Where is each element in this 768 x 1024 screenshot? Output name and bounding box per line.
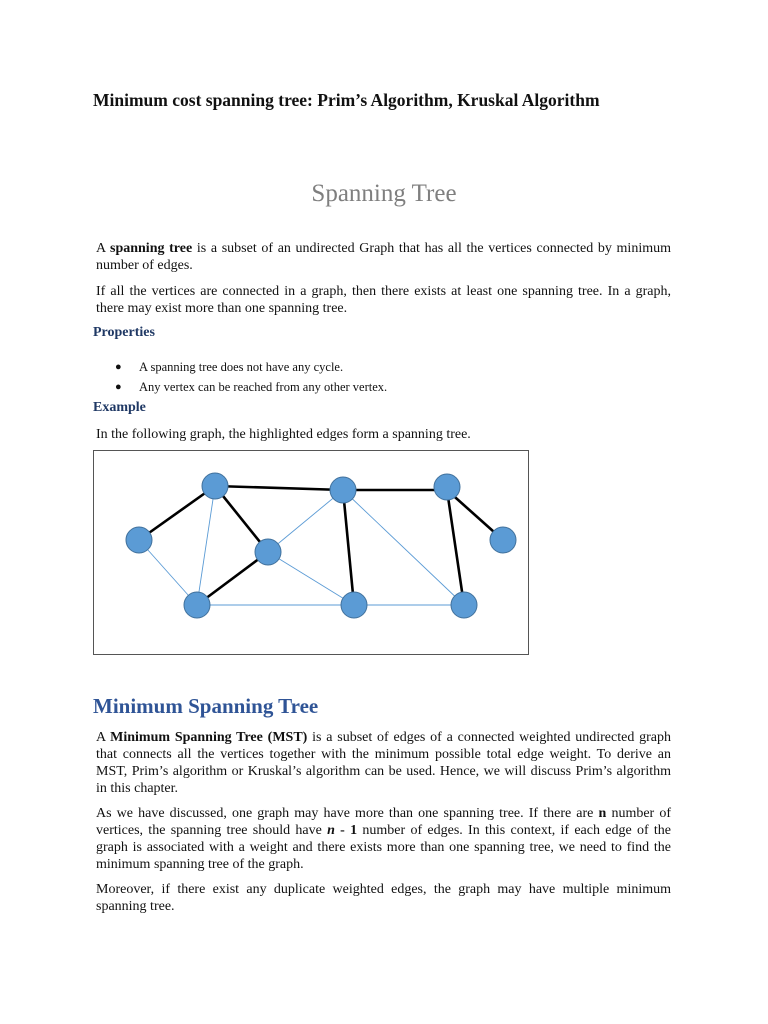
graph-vertex [490, 527, 516, 553]
definition-body: is a subset of an undirected Graph that has all the vertices connected by minimum number of edges. [96, 241, 671, 273]
mst-prefix: A [96, 730, 111, 745]
property-text: A spanning tree does not have any cycle. [139, 360, 344, 374]
graph-edge [197, 486, 215, 605]
spanning-tree-edge [215, 486, 343, 490]
graph-edge [268, 552, 354, 605]
spanning-tree-existence-paragraph: If all the vertices are connected in a graph, then there exists at least one spanning tree. In a graph, there may exist more than one spanning tree. [96, 284, 671, 316]
list-item [115, 377, 387, 397]
definition-term: spanning tree [110, 241, 193, 256]
graph-diagram [94, 451, 528, 654]
edge-count-text-b: number of vertices, the spanning tree should have [96, 806, 671, 838]
bullet-icon: ● [115, 381, 122, 393]
spanning-tree-edge [139, 486, 215, 540]
bullet-icon: ● [115, 361, 122, 373]
duplicate-edges-paragraph: Moreover, if there exist any duplicate weighted edges, the graph may have multiple minimum spanning tree. [96, 882, 671, 914]
example-description: In the following graph, the highlighted edges form a spanning tree. [96, 427, 471, 442]
spanning-tree-edge [447, 490, 464, 605]
spanning-tree-edge [343, 490, 354, 605]
graph-vertex [330, 477, 356, 503]
mst-body: is a subset of edges of a connected weighted undirected graph that connects all the vertices together with the minimum possible total edge weight. To derive an MST, Prim’s algorithm or Kruskal’s algorithm can be used. Hence, we will discuss Prim’s algorithm in this chapter. [96, 730, 672, 796]
mst-edge-count-paragraph [96, 805, 671, 873]
mst-term: Minimum Spanning Tree (MST) [110, 730, 308, 745]
properties-heading: Properties [93, 325, 155, 340]
example-heading: Example [93, 400, 146, 415]
spanning-tree-definition [96, 240, 671, 274]
properties-list [115, 357, 387, 397]
graph-vertex [202, 473, 228, 499]
property-text: Any vertex can be reached from any other vertex. [139, 380, 388, 394]
list-item [115, 357, 387, 377]
graph-vertex [255, 539, 281, 565]
definition-prefix: A [96, 241, 110, 256]
graph-figure [93, 450, 529, 655]
graph-edge [268, 490, 343, 552]
graph-vertex [341, 592, 367, 618]
edge-count-text-a: As we have discussed, one graph may have more than one spanning tree. If there are [96, 806, 599, 821]
graph-vertex [451, 592, 477, 618]
graph-vertex [126, 527, 152, 553]
graph-edge [343, 490, 464, 605]
edge-count-text-c: number of edges. In this context, if each edge of the graph is associated with a weight and there exists more than one spanning tree, we need to find the minimum spanning tree of the graph. [96, 823, 671, 872]
expression-n: n [327, 823, 335, 838]
spanning-tree-heading: Spanning Tree [311, 180, 457, 207]
vertex-count-symbol: n [598, 806, 607, 821]
graph-vertex [184, 592, 210, 618]
expression-minus-one: - 1 [334, 823, 358, 838]
graph-vertex [434, 474, 460, 500]
document-title: Minimum cost spanning tree: Prim’s Algorithm, Kruskal Algorithm [93, 90, 600, 110]
mst-heading: Minimum Spanning Tree [93, 694, 319, 718]
mst-definition [96, 729, 671, 797]
